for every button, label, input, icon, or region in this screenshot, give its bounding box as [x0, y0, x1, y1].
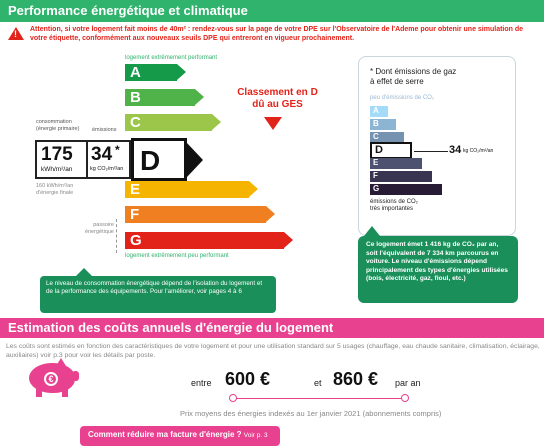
- value-divider: [86, 142, 88, 177]
- ges-class-letter: G: [373, 184, 380, 193]
- range-min-dot: [229, 394, 237, 402]
- dpe-bottom-label: logement extrêmement peu performant: [125, 253, 229, 259]
- ges-value: 34: [449, 144, 462, 156]
- emissions-unit: kg CO₂/m²/an: [90, 166, 124, 172]
- ges-title-line1: * Dont émissions de gaz: [370, 67, 457, 76]
- ges-title: [370, 67, 456, 87]
- current-class-marker: [131, 138, 187, 181]
- ges-top-label: peu d'émissions de CO₂: [370, 95, 435, 101]
- range-max-dot: [401, 394, 409, 402]
- emissions-label: émissions: [92, 127, 117, 133]
- dpe-class-bar-f: F: [125, 206, 266, 223]
- ges-title-line2: à effet de serre: [370, 77, 424, 86]
- ges-class-letter: E: [373, 158, 379, 167]
- ges-class-letter: F: [373, 171, 378, 180]
- section-title: Performance énergétique et climatique: [8, 3, 248, 18]
- cost-description: Les coûts sont estimés en fonction des caractéristiques de votre logement et pour une utilisation standard sur 5 usages (chauffage, eau chaude sanitaire, climatisation, éclairage, auxiliaires) voir p.3 pour voir les détails par poste.: [6, 343, 540, 359]
- reduce-bill-page: Voir p. 3: [243, 432, 268, 439]
- ges-class-bar-a: [370, 106, 388, 117]
- and-label: et: [314, 378, 322, 388]
- ges-bottom-line1: émissions de CO₂: [370, 199, 419, 205]
- classement-line2: dû au GES: [252, 99, 303, 110]
- consumption-label: consommation (énergie primaire): [36, 119, 80, 132]
- final-energy-label: 160 kWh/m²/an d'énergie finale: [36, 183, 74, 196]
- pig-snout: [72, 371, 79, 381]
- ges-class-letter: A: [373, 106, 379, 115]
- reduce-bill-label: Comment réduire ma facture d'énergie ?: [88, 430, 242, 439]
- pig-leg: [62, 389, 68, 397]
- ges-bottom-label: [370, 199, 418, 213]
- current-class-letter: D: [140, 145, 161, 176]
- ges-info-bubble: Ce logement émet 1 416 kg de CO₂ par an, soit l'équivalent de 7 334 km parcourus en voiture. Le niveau d'émissions dépend principalement des types d'énergies utilisées (bois, électricité, gaz, fioul, etc.): [358, 236, 518, 303]
- dpe-top-label: logement extrêmement performant: [125, 55, 218, 61]
- dpe-class-bar-e: E: [125, 181, 249, 198]
- ges-class-bar-e: [370, 158, 422, 169]
- per-year-label: par an: [395, 378, 421, 388]
- dpe-value-box: [35, 140, 131, 179]
- down-arrow-icon: [264, 117, 282, 130]
- price-note: Prix moyens des énergies indexés au 1er janvier 2021 (abonnements compris): [180, 409, 442, 418]
- euro-coin: €: [44, 372, 58, 386]
- min-cost: 600 €: [225, 369, 271, 389]
- emissions-value: 34: [91, 144, 113, 165]
- emissions-star: *: [115, 143, 120, 157]
- ges-panel: [358, 56, 516, 236]
- between-label: entre: [191, 378, 212, 388]
- max-cost: 860 €: [333, 369, 379, 389]
- section-title: Estimation des coûts annuels d'énergie du logement: [8, 320, 334, 335]
- section-header-performance: [0, 0, 544, 22]
- ges-class-letter: B: [373, 119, 379, 128]
- ges-class-bar-d: [370, 142, 412, 159]
- dpe-class-bar-a: A: [125, 64, 177, 81]
- ges-class-bar-g: [370, 184, 442, 195]
- ges-class-bar-b: [370, 119, 396, 130]
- ges-class-letter: C: [373, 132, 379, 141]
- consumption-value: 175: [41, 144, 73, 165]
- classement-line1: Classement en D: [237, 87, 318, 98]
- section-header-costs: [0, 318, 544, 338]
- ges-unit: kg CO₂/m²/an: [463, 148, 494, 154]
- classement-text: [230, 87, 325, 111]
- reduce-bill-button[interactable]: [80, 426, 280, 446]
- ges-pointer-line: [414, 151, 448, 152]
- alert-triangle-icon: !: [8, 27, 24, 40]
- energy-info-bubble: Le niveau de consommation énergétique dépend de l'isolation du logement et de la performance des équipements. Pour l'améliorer, voir pages 4 à 6: [40, 276, 276, 313]
- cost-range-line: [232, 398, 404, 399]
- passoire-label: passoire énergétique: [84, 222, 114, 235]
- ges-class-bar-f: [370, 171, 432, 182]
- dpe-class-bar-g: G: [125, 232, 284, 249]
- ges-bottom-line2: très importantes: [370, 206, 414, 212]
- ges-class-letter: D: [375, 144, 383, 156]
- pig-leg: [36, 389, 42, 397]
- dpe-class-bar-c: C: [125, 114, 212, 131]
- consumption-unit: kWh/m²/an: [41, 166, 73, 173]
- passoire-bracket: [116, 219, 117, 253]
- dpe-class-bar-b: B: [125, 89, 195, 106]
- warning-text: Attention, si votre logement fait moins de 40m² : rendez-vous sur la page de votre DPE sur l'Observatoire de l'Ademe pour obtenir une simulation de votre étiquette, conformément aux nouveaux seuils DPE qui entreront en vigueur prochainement.: [30, 26, 524, 42]
